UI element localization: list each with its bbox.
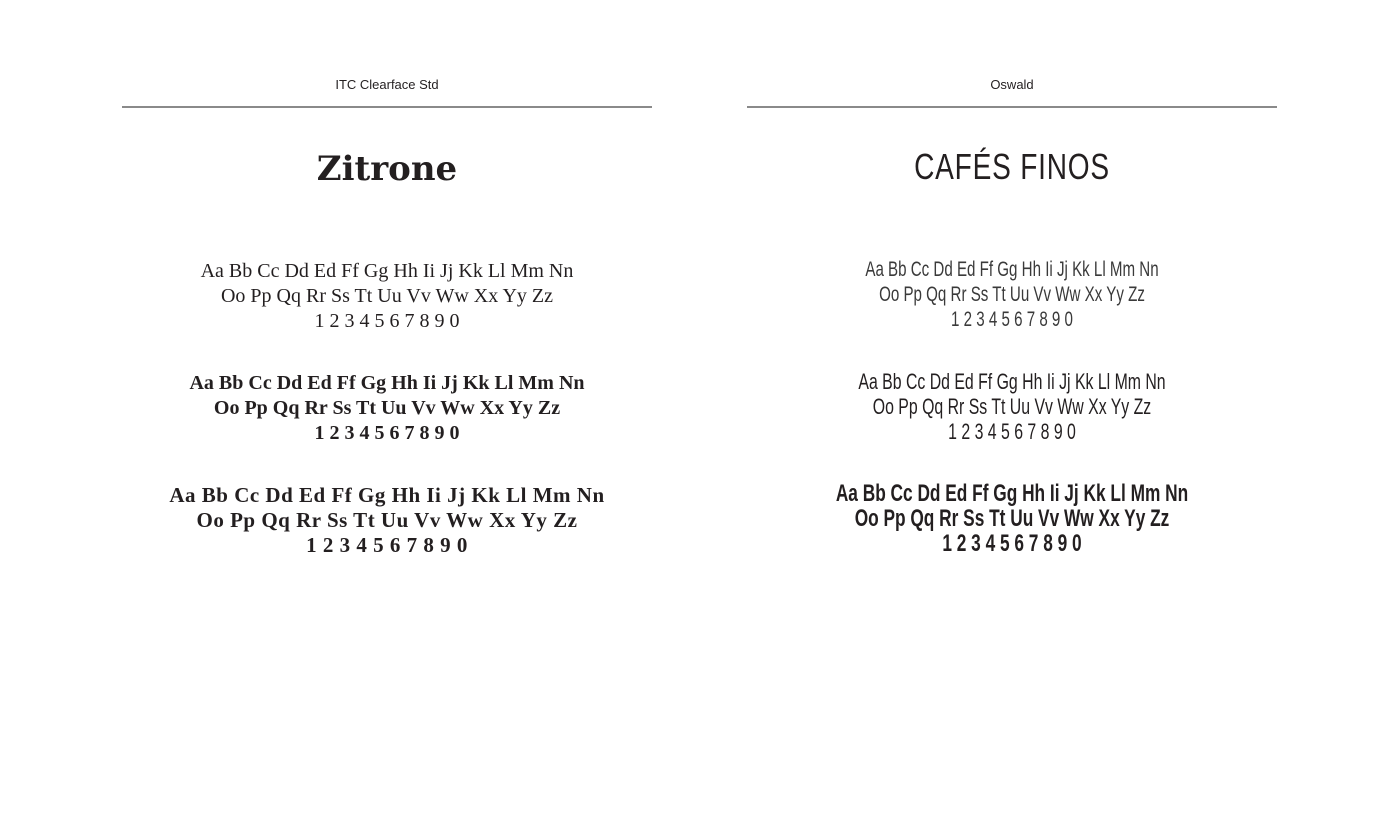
alphabet-uppercase-line: Aa Bb Cc Dd Ed Ff Gg Hh Ii Jj Kk Ll Mm Nn: [858, 369, 1166, 394]
numerals-line: 1 2 3 4 5 6 7 8 9 0: [951, 308, 1073, 331]
alphabet-uppercase-line: Aa Bb Cc Dd Ed Ff Gg Hh Ii Jj Kk Ll Mm Nn: [835, 480, 1189, 507]
numerals-line: 1 2 3 4 5 6 7 8 9 0: [942, 530, 1082, 557]
font-name-label: Oswald: [990, 77, 1034, 92]
alphabet-regular: [122, 259, 652, 334]
numerals-line: 1 2 3 4 5 6 7 8 9 0: [306, 533, 468, 557]
alphabet-lowercase-line: Oo Pp Qq Rr Ss Tt Uu Vv Ww Xx Yy Zz: [213, 397, 561, 419]
alphabet-uppercase-line: Aa Bb Cc Dd Ed Ff Gg Hh Ii Jj Kk Ll Mm Nn: [865, 258, 1159, 281]
alphabet-lowercase-line: Oo Pp Qq Rr Ss Tt Uu Vv Ww Xx Yy Zz: [854, 505, 1170, 532]
alphabet-medium: [122, 371, 652, 446]
numerals-line: 1 2 3 4 5 6 7 8 9 0: [314, 310, 460, 332]
alphabet-lowercase-line: Oo Pp Qq Rr Ss Tt Uu Vv Ww Xx Yy Zz: [879, 283, 1145, 306]
alphabet-bold: [122, 483, 652, 558]
alphabet-bold: [821, 481, 1203, 556]
alphabet-lowercase-line: Oo Pp Qq Rr Ss Tt Uu Vv Ww Xx Yy Zz: [196, 508, 578, 532]
sample-word: CAFÉS FINOS: [914, 146, 1110, 187]
sample-word: Zitrone: [316, 149, 458, 189]
numerals-line: 1 2 3 4 5 6 7 8 9 0: [314, 422, 460, 444]
alphabet-lowercase-line: Oo Pp Qq Rr Ss Tt Uu Vv Ww Xx Yy Zz: [220, 285, 554, 307]
alphabet-light: [821, 257, 1203, 332]
alphabet-uppercase-line: Aa Bb Cc Dd Ed Ff Gg Hh Ii Jj Kk Ll Mm Nn: [189, 372, 585, 394]
alphabet-uppercase-line: Aa Bb Cc Dd Ed Ff Gg Hh Ii Jj Kk Ll Mm Nn: [200, 260, 574, 282]
font-name-label: ITC Clearface Std: [335, 77, 439, 92]
alphabet-regular: [821, 369, 1203, 444]
numerals-line: 1 2 3 4 5 6 7 8 9 0: [948, 419, 1076, 444]
alphabet-uppercase-line: Aa Bb Cc Dd Ed Ff Gg Hh Ii Jj Kk Ll Mm Nn: [169, 483, 605, 507]
alphabet-lowercase-line: Oo Pp Qq Rr Ss Tt Uu Vv Ww Xx Yy Zz: [872, 394, 1152, 419]
divider-rule: [747, 106, 1277, 108]
divider-rule: [122, 106, 652, 108]
